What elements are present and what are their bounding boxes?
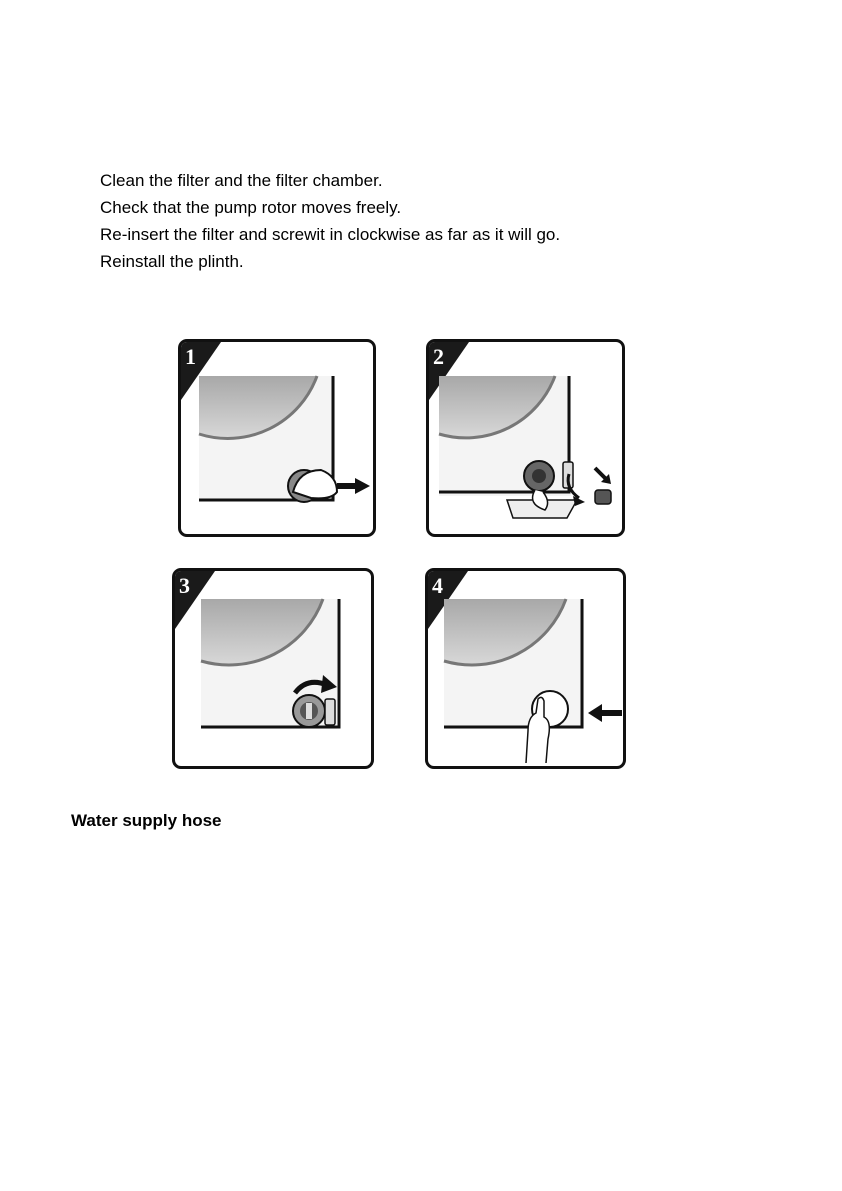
step-panel-3: [172, 568, 374, 769]
step-number: 3: [179, 573, 190, 598]
step-number: 1: [185, 344, 196, 369]
step-panel-1: [178, 339, 376, 537]
step-panel-4: [425, 568, 626, 769]
drain-filter-illustration: [429, 342, 622, 534]
instruction-item: Re-insert the filter and screwit in clockwise as far as it will go.: [100, 225, 561, 244]
instruction-list: [100, 171, 560, 279]
step-panel-2: [426, 339, 625, 537]
reinstall-plinth-illustration: [428, 571, 623, 766]
instruction-item: Check that the pump rotor moves freely.: [100, 198, 402, 217]
instruction-item: Clean the filter and the filter chamber.: [100, 171, 383, 190]
step-number: 2: [433, 344, 444, 369]
remove-filter-illustration: [181, 342, 373, 534]
step-number: 4: [432, 573, 443, 598]
section-heading: Water supply hose: [71, 811, 222, 830]
screw-filter-illustration: [175, 571, 371, 766]
instruction-item: Reinstall the plinth.: [100, 252, 244, 271]
